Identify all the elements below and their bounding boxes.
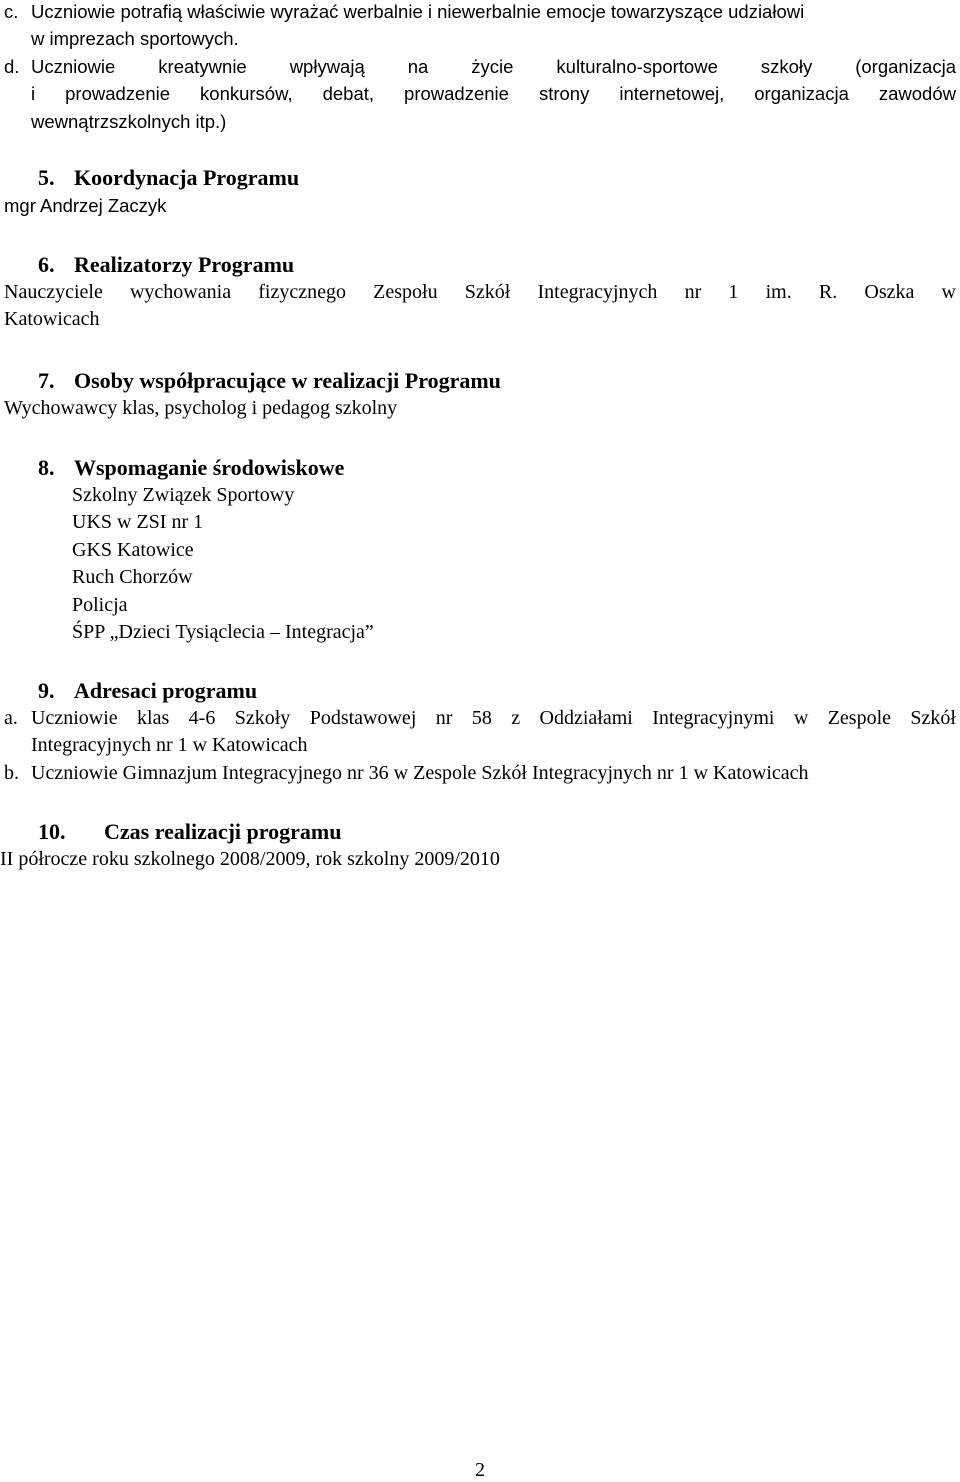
addressee-item-b <box>4 760 956 787</box>
paragraph-line: w imprezach sportowych. <box>31 28 239 50</box>
paragraph-line: i prowadzenie konkursów, debat, prowadzenie strony internetowej, organizacja zawodów <box>31 83 956 105</box>
section-heading <box>4 251 956 279</box>
section-heading <box>4 367 956 395</box>
section-6 <box>4 251 956 334</box>
addressee-text: Uczniowie klas 4-6 Szkoły Podstawowej nr 58 z Oddziałami Integracyjnymi w Zespole Szkół <box>31 707 956 729</box>
section-text: II półrocze roku szkolnego 2008/2009, rok szkolny 2009/2010 <box>0 848 500 870</box>
support-item: UKS w ZSI nr 1 <box>72 511 204 534</box>
section-8 <box>4 454 956 646</box>
section-10 <box>0 818 952 873</box>
section-number: 8. <box>38 455 55 480</box>
addressee-text: Uczniowie Gimnazjum Integracyjnego nr 36 w Zespole Szkół Integracyjnych nr 1 w Katowicach <box>31 761 809 784</box>
support-item: Policja <box>72 593 128 616</box>
section-number: 6. <box>38 252 55 277</box>
section-heading <box>4 164 956 192</box>
list-item-c <box>4 0 956 53</box>
section-text: mgr Andrzej Zaczyk <box>4 195 167 216</box>
section-text: Nauczyciele wychowania fizycznego Zespołu Szkół Integracyjnych nr 1 im. R. Oszka w <box>4 281 956 303</box>
section-title: Realizatorzy Programu <box>74 252 295 277</box>
list-marker: c. <box>4 1 19 22</box>
page-number: 2 <box>475 1459 485 1481</box>
section-title: Adresaci programu <box>74 678 258 703</box>
support-list <box>4 482 956 646</box>
section-title: Osoby współpracujące w realizacji Programu <box>74 368 501 393</box>
support-item: Ruch Chorzów <box>72 566 193 589</box>
paragraph-line: Uczniowie kreatywnie wpływają na życie kulturalno-sportowe szkoły (organizacja <box>31 56 956 77</box>
support-item: Szkolny Związek Sportowy <box>72 484 295 506</box>
addressee-item-a <box>4 705 956 760</box>
list-item-d <box>4 53 956 135</box>
list-marker: b. <box>4 761 19 784</box>
section-number: 5. <box>38 165 55 190</box>
section-heading <box>0 818 952 846</box>
paragraph-line: Uczniowie potrafią właściwie wyrażać werbalnie i niewerbalnie emocje towarzyszące udziałowi <box>31 1 805 22</box>
list-marker: d. <box>4 56 20 77</box>
section-heading <box>4 677 956 705</box>
section-title: Wspomaganie środowiskowe <box>74 455 345 480</box>
section-heading <box>4 454 956 482</box>
support-item: ŚPP „Dzieci Tysiąclecia – Integracja” <box>72 621 374 644</box>
addressee-text: Integracyjnych nr 1 w Katowicach <box>31 734 308 757</box>
section-number: 7. <box>38 368 55 393</box>
paragraph-line: wewnątrzszkolnych itp.) <box>31 110 227 132</box>
section-number: 10. <box>38 819 66 844</box>
section-5 <box>4 164 956 219</box>
section-title: Czas realizacji programu <box>104 819 342 844</box>
section-text: Katowicach <box>4 308 100 331</box>
section-text: Wychowawcy klas, psycholog i pedagog szkolny <box>4 397 398 419</box>
section-title: Koordynacja Programu <box>74 165 300 190</box>
section-9 <box>4 677 956 787</box>
support-item: GKS Katowice <box>72 538 194 561</box>
section-7 <box>4 367 956 422</box>
section-number: 9. <box>38 678 55 703</box>
list-marker: a. <box>4 707 18 729</box>
